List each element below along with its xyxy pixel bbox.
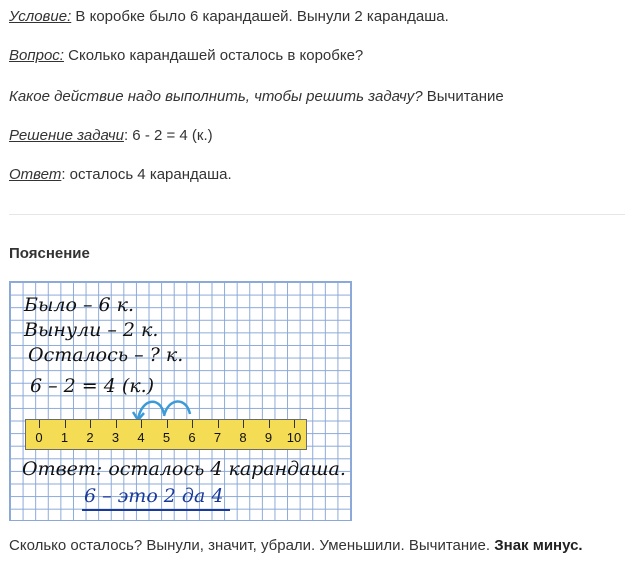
notebook-equation: 6 – 2 = 4 (к.) bbox=[30, 375, 155, 397]
solution-label: Решение задачи bbox=[9, 127, 124, 144]
ruler-number: 0 bbox=[35, 430, 43, 445]
ruler-number: 7 bbox=[213, 430, 222, 445]
condition-line bbox=[9, 8, 449, 25]
ruler-tick bbox=[218, 420, 219, 428]
ruler-number: 4 bbox=[137, 430, 145, 445]
question-label: Вопрос: bbox=[9, 47, 64, 64]
answer-line bbox=[9, 166, 232, 183]
ruler-number: 5 bbox=[162, 430, 171, 445]
ruler-tick bbox=[243, 420, 244, 428]
ruler-number: 8 bbox=[239, 430, 247, 445]
condition-text: В коробке было 6 карандашей. Вынули 2 карандаша. bbox=[71, 8, 449, 25]
notebook-line-1: Было – 6 к. bbox=[24, 294, 135, 316]
action-question: Какое действие надо выполнить, чтобы решить задачу? bbox=[9, 88, 423, 105]
ruler-number: 2 bbox=[86, 430, 94, 445]
notebook-line-2: Вынули – 2 к. bbox=[24, 319, 159, 341]
ruler-tick bbox=[90, 420, 91, 428]
action-line bbox=[9, 88, 504, 105]
bottom-text-bold: Знак минус. bbox=[494, 537, 583, 554]
question-line bbox=[9, 47, 363, 64]
solution-line bbox=[9, 127, 213, 144]
solution-text: : 6 - 2 = 4 (к.) bbox=[123, 127, 213, 144]
ruler-tick bbox=[192, 420, 193, 428]
ruler-number: 9 bbox=[264, 430, 273, 445]
notebook-line-3: Осталось – ? к. bbox=[28, 344, 184, 366]
notebook-answer: Ответ: осталось 4 карандаша. bbox=[22, 458, 346, 480]
notebook-illustration bbox=[9, 281, 352, 521]
condition-label: Условие: bbox=[9, 8, 72, 25]
number-ruler bbox=[25, 419, 307, 450]
ruler-tick bbox=[65, 420, 66, 428]
ruler-number: 6 bbox=[188, 430, 196, 445]
bottom-text-main: Сколько осталось? Вынули, значит, убрали. Уменьшили. Вычитание. bbox=[9, 537, 495, 554]
ruler-tick bbox=[269, 420, 270, 428]
note-underline bbox=[82, 509, 230, 511]
ruler-tick bbox=[294, 420, 295, 428]
ruler-number: 1 bbox=[60, 430, 69, 445]
explanation-heading: Пояснение bbox=[9, 245, 90, 262]
ruler-tick bbox=[39, 420, 40, 428]
ruler-tick bbox=[141, 420, 142, 428]
ruler-tick bbox=[116, 420, 117, 428]
bottom-text bbox=[9, 537, 583, 554]
question-text: Сколько карандашей осталось в коробке? bbox=[63, 47, 364, 64]
notebook-note: 6 – это 2 да 4 bbox=[84, 485, 224, 507]
answer-text: : осталось 4 карандаша. bbox=[61, 166, 232, 183]
ruler-number: 10 bbox=[286, 430, 302, 445]
section-divider bbox=[9, 214, 625, 215]
action-answer: Вычитание bbox=[422, 88, 504, 105]
jump-arrows-icon bbox=[130, 392, 210, 422]
answer-label: Ответ bbox=[9, 166, 62, 183]
ruler-tick bbox=[167, 420, 168, 428]
ruler-number: 3 bbox=[111, 430, 120, 445]
